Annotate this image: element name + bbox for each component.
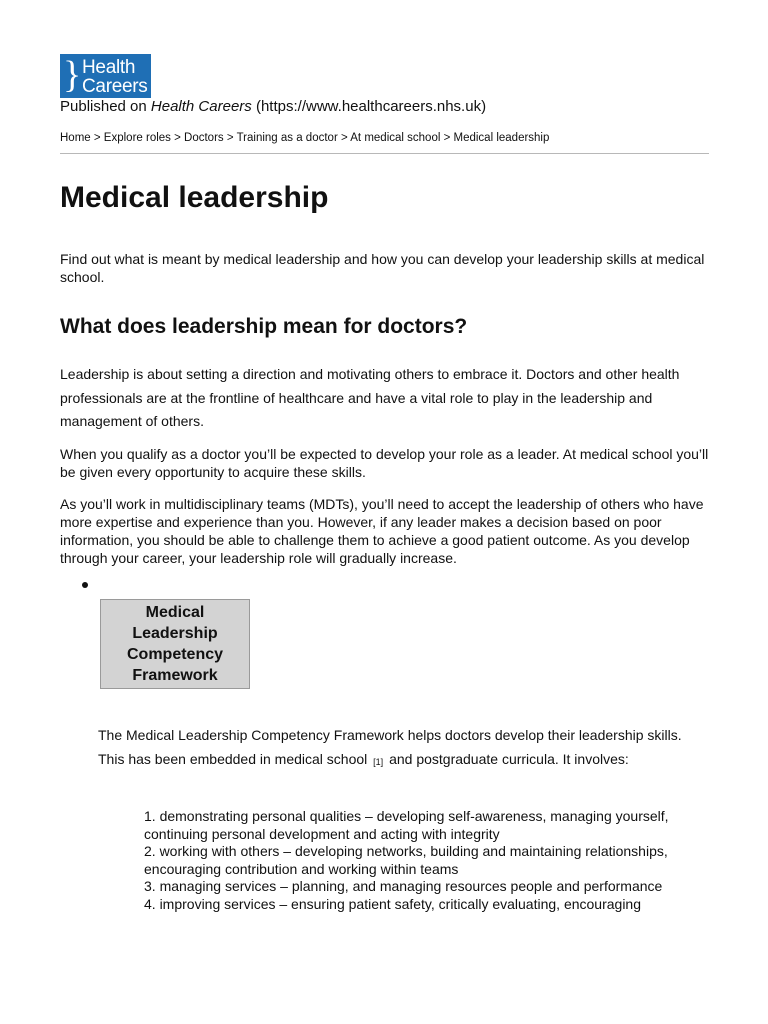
- breadcrumb-at-medical-school[interactable]: At medical school: [350, 132, 441, 144]
- bullet-dot-icon: [82, 582, 88, 588]
- framework-image-box: Medical Leadership Competency Framework: [100, 599, 250, 689]
- list-item: 3. managing services – planning, and managing resources people and performance: [144, 878, 663, 895]
- framework-text-before: The Medical Leadership Competency Framework helps doctors develop their leadership skills. This has been embedded in medical school: [98, 727, 682, 767]
- logo-text-line-1: Health: [82, 57, 136, 78]
- breadcrumb-separator: >: [223, 132, 237, 144]
- framework-competency-list: [144, 808, 714, 914]
- list-item: 4. improving services – ensuring patient safety, critically evaluating, encouraging: [144, 895, 641, 912]
- breadcrumb-separator: >: [90, 132, 104, 144]
- framework-text-after: and postgraduate curricula. It involves:: [389, 751, 629, 767]
- breadcrumb-medical-leadership[interactable]: Medical leadership: [453, 132, 550, 144]
- page-title: Medical leadership: [60, 181, 329, 214]
- logo-text-line-2: Careers: [82, 76, 148, 97]
- framework-paragraph: [98, 723, 710, 773]
- health-careers-logo[interactable]: [60, 54, 151, 98]
- breadcrumb-separator: >: [170, 132, 185, 144]
- body-paragraph-1: Leadership is about setting a direction and motivating others to embrace it. Doctors and other health professionals are at the frontline of healthcare and have a vital role to play in the leadership and management of others.: [60, 366, 680, 429]
- breadcrumb-home[interactable]: Home: [60, 132, 91, 144]
- breadcrumb-separator: >: [337, 132, 351, 144]
- body-paragraph-3: As you’ll work in multidisciplinary teams (MDTs), you’ll need to accept the leadership of others who have more expertise and experience than you. However, if any leader makes a decision based on poor information, you should be able to challenge them to achieve a good patient outcome. As you develop through your career, your leadership role will gradually increase.: [60, 496, 704, 566]
- header-divider: [60, 153, 709, 154]
- published-site-name: Health Careers: [150, 98, 252, 115]
- section-heading: What does leadership mean for doctors?: [60, 315, 468, 338]
- published-prefix: Published on: [60, 98, 151, 115]
- logo-bracket-icon: }: [63, 54, 82, 96]
- footnote-link[interactable]: [1]: [373, 757, 384, 767]
- breadcrumb: [60, 130, 549, 146]
- list-item: 2. working with others – developing networks, building and maintaining relationships, encouraging contribution and working within teams: [144, 843, 668, 877]
- published-url: (https://www.healthcareers.nhs.uk): [251, 98, 487, 115]
- body-paragraph-2: When you qualify as a doctor you’ll be expected to develop your role as a leader. At medical school you’ll be given every opportunity to acquire these skills.: [60, 446, 709, 480]
- list-item: 1. demonstrating personal qualities – developing self-awareness, managing yourself, continuing personal development and acting with integrity: [144, 808, 669, 842]
- breadcrumb-doctors[interactable]: Doctors: [184, 132, 224, 144]
- breadcrumb-explore-roles[interactable]: Explore roles: [103, 132, 171, 144]
- breadcrumb-training-as-a-doctor[interactable]: Training as a doctor: [236, 132, 338, 144]
- breadcrumb-separator: >: [440, 132, 454, 144]
- intro-paragraph: Find out what is meant by medical leadership and how you can develop your leadership skills at medical school.: [60, 251, 705, 285]
- published-on-line: [60, 98, 486, 116]
